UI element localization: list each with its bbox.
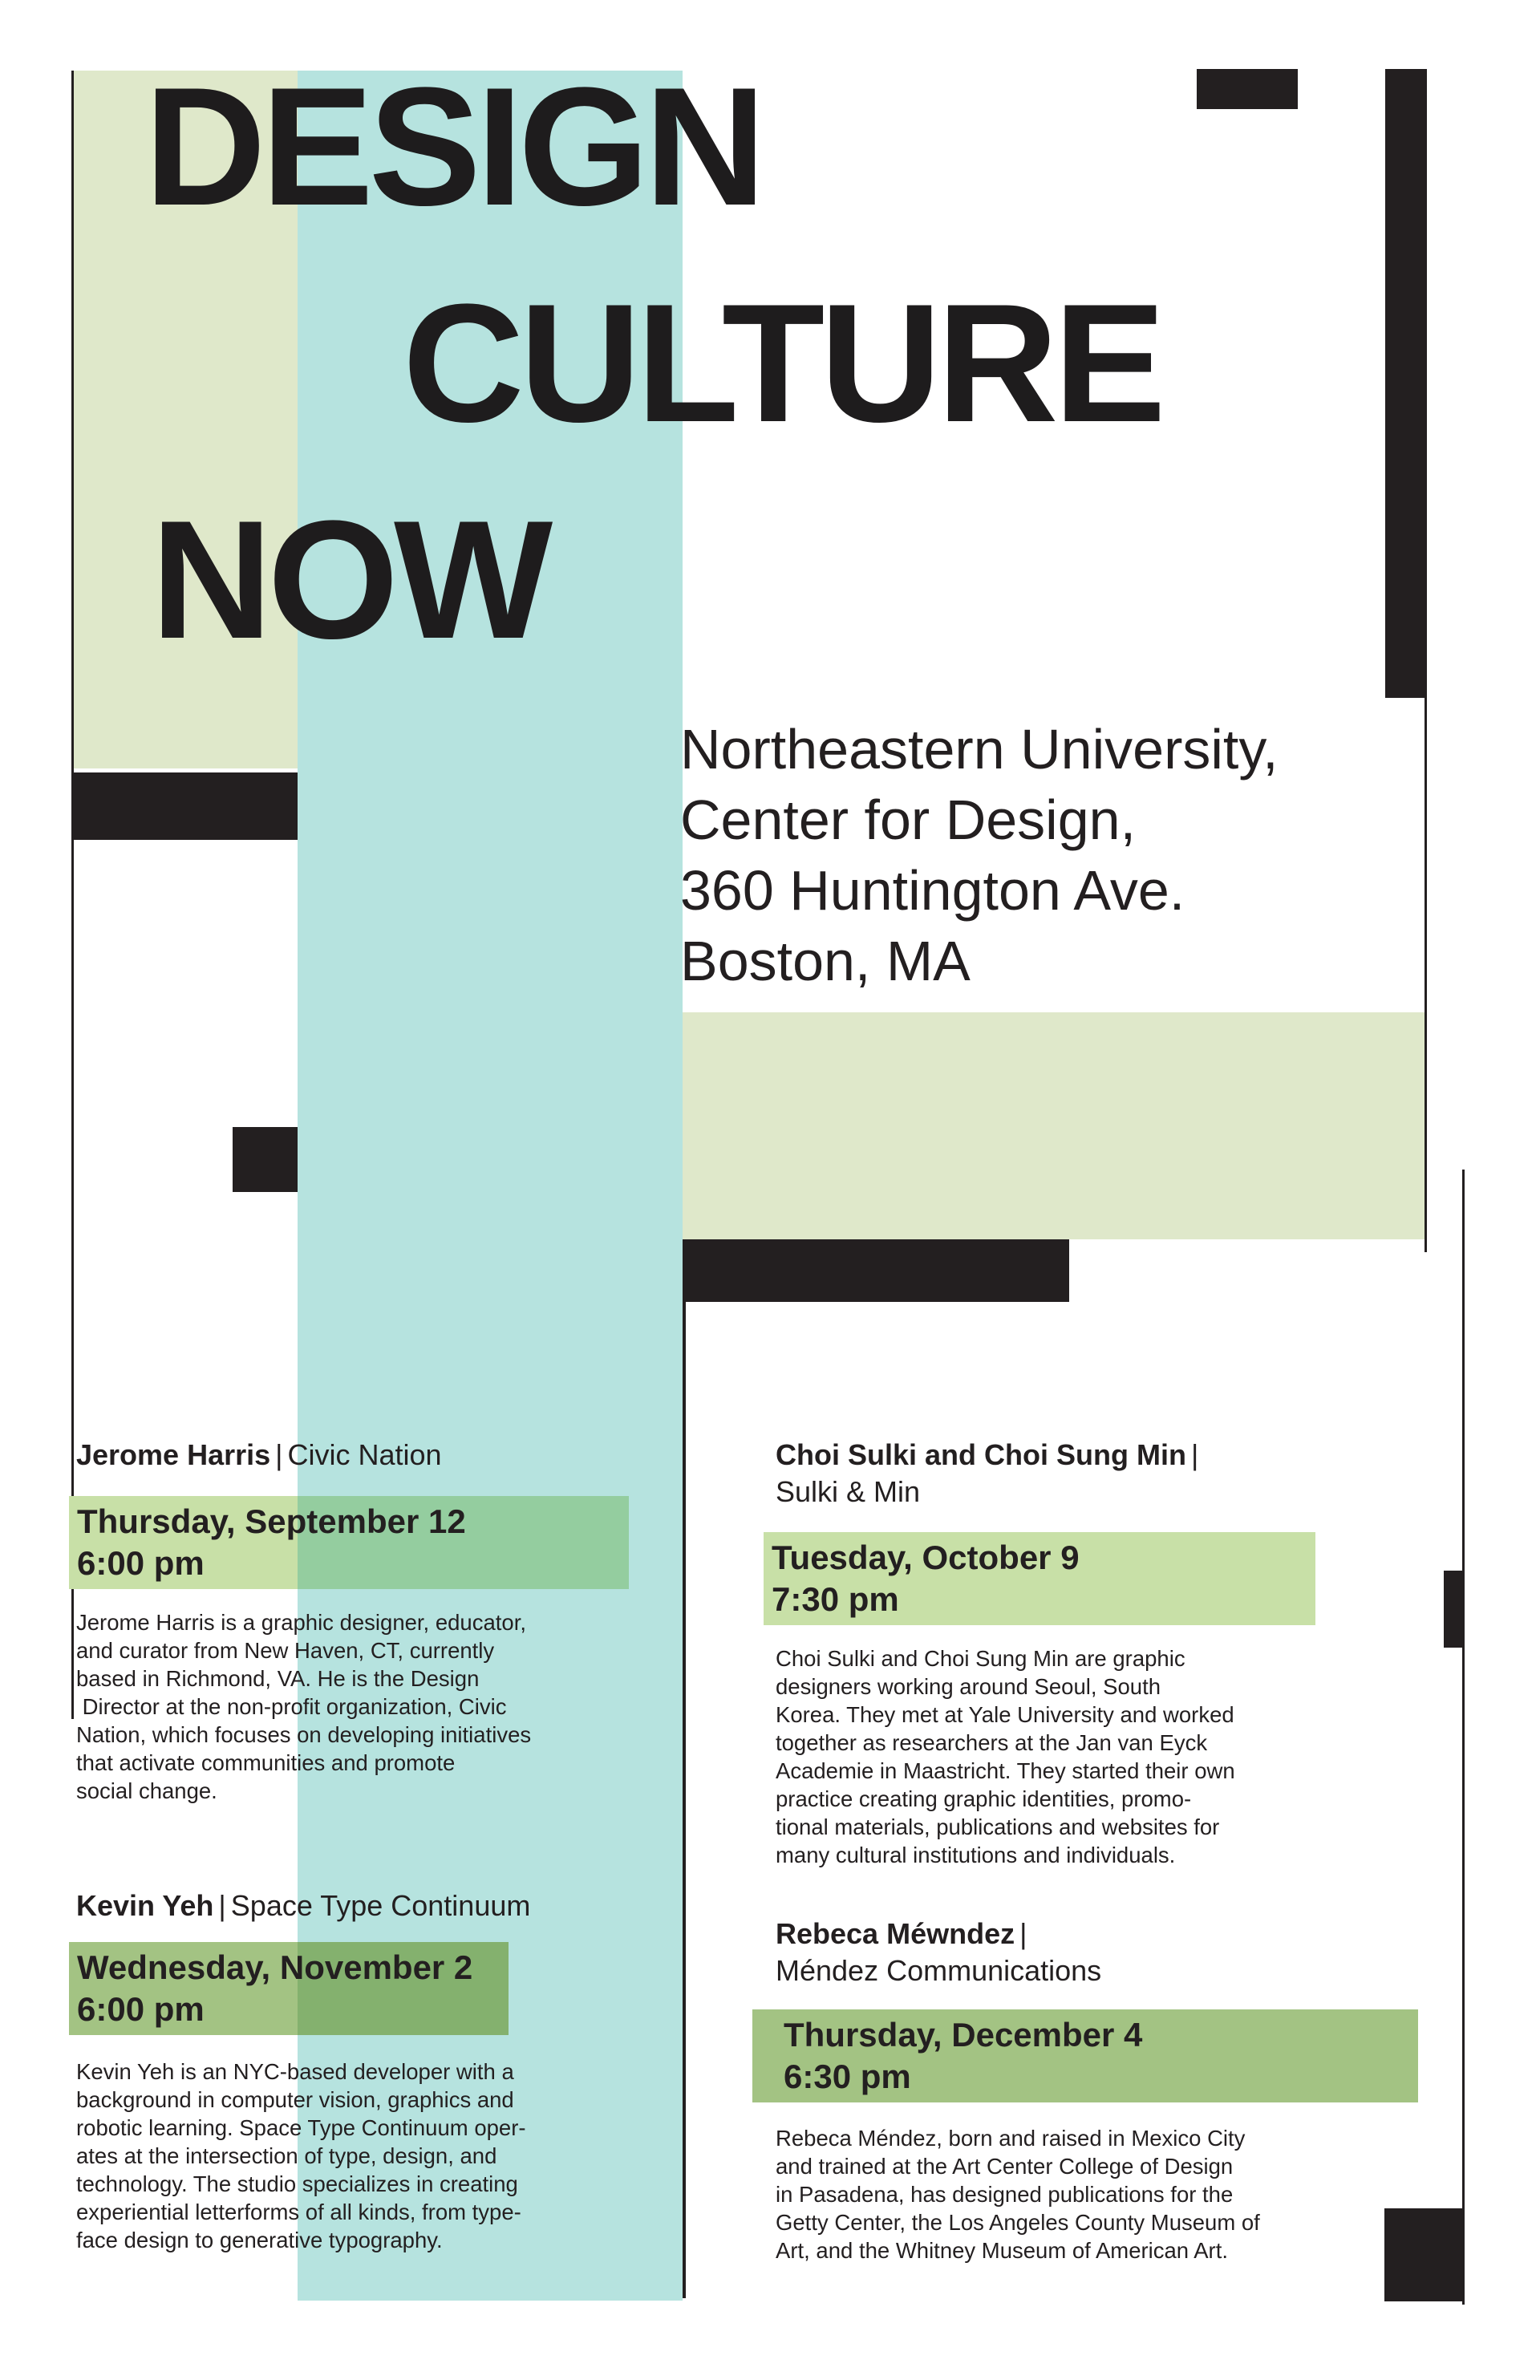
mid-frame-line [683,1239,686,2298]
event-time: 6:00 pm [77,1990,205,2028]
bio-line: Kevin Yeh is an NYC-based developer with a [76,2059,514,2084]
bio-line: Academie in Maastricht. They started their own [776,1758,1235,1783]
speaker-separator: | [218,1889,226,1922]
title-line-culture: CULTURE [403,269,1161,457]
bio-line: Director at the non-profit organization, Civic [76,1694,507,1719]
event-speaker-sulki-min [776,1437,1203,1474]
speaker-separator: | [1019,1917,1027,1950]
bio-line: face design to generative typography. [76,2228,443,2252]
black-bar-top-right [1197,69,1298,109]
black-square-bottom-right [1384,2208,1465,2301]
event-org-line [776,1952,1101,1989]
event-speaker-jerome-harris [76,1437,442,1474]
event-bio [776,1644,1235,1869]
bio-line: social change. [76,1778,217,1803]
venue-address [680,714,1279,996]
bio-line: Art, and the Whitney Museum of American Art. [776,2238,1228,2263]
left-frame-line [71,71,74,1719]
title-line-now: NOW [151,485,549,674]
speaker-org: Space Type Continuum [230,1889,531,1922]
speaker-name: Rebeca Méwndez [776,1917,1015,1950]
black-square-left [233,1127,298,1192]
event-date: Thursday, December 4 [784,2016,1143,2054]
light-green-panel-right [683,1012,1427,1239]
bio-line: Nation, which focuses on developing initiatives [76,1722,532,1747]
black-bar-right-vertical [1385,69,1426,698]
bio-line: designers working around Seoul, South [776,1674,1161,1699]
bio-line: many cultural institutions and individuals. [776,1843,1176,1867]
bio-line: practice creating graphic identities, promo- [776,1786,1192,1811]
venue-line: Boston, MA [680,930,971,992]
right-frame-line [1424,69,1427,1252]
bio-line: Korea. They met at Yale University and worked [776,1702,1234,1727]
black-bar-mid [683,1239,1069,1302]
bio-line: Jerome Harris is a graphic designer, educator, [76,1610,526,1635]
event-speaker-rebeca-mendez [776,1916,1031,1952]
title-line-design: DESIGN [144,52,762,241]
right-edge-line [1462,1170,1465,2305]
event-date: Wednesday, November 2 [77,1948,473,1986]
event-time: 6:00 pm [77,1544,205,1582]
black-tick-right [1444,1571,1465,1648]
event-time: 6:30 pm [784,2058,911,2095]
bio-line: based in Richmond, VA. He is the Design [76,1666,480,1691]
event-bio [76,2058,526,2254]
event-date: Thursday, September 12 [77,1502,466,1540]
event-date-box [69,1942,509,2035]
speaker-org: Civic Nation [287,1438,442,1471]
event-time: 7:30 pm [772,1580,899,1618]
bio-line: and trained at the Art Center College of Design [776,2154,1234,2179]
speaker-name: Choi Sulki and Choi Sung Min [776,1438,1186,1471]
speaker-org: Méndez Communications [776,1954,1102,1987]
speaker-separator: | [275,1438,283,1471]
speaker-separator: | [1190,1438,1199,1471]
bio-line: Rebeca Méndez, born and raised in Mexico City [776,2126,1246,2151]
bio-line: in Pasadena, has designed publications for the [776,2182,1234,2207]
event-date-box [764,1532,1315,1625]
bio-line: Choi Sulki and Choi Sung Min are graphic [776,1646,1185,1671]
venue-line: 360 Huntington Ave. [680,859,1185,922]
speaker-name: Jerome Harris [76,1438,271,1471]
event-bio [76,1608,531,1805]
bio-line: experiential letterforms of all kinds, from type- [76,2200,521,2224]
event-bio [776,2124,1260,2264]
bio-line: Getty Center, the Los Angeles County Museum of [776,2210,1260,2235]
venue-line: Center for Design, [680,789,1137,851]
bio-line: robotic learning. Space Type Continuum oper- [76,2115,526,2140]
event-date-box [69,1496,629,1589]
bio-line: that activate communities and promote [76,1750,456,1775]
bio-line: technology. The studio specializes in creating [76,2171,518,2196]
black-bar-left [71,772,298,840]
bio-line: tional materials, publications and websites for [776,1814,1220,1839]
bio-line: ates at the intersection of type, design, and [76,2143,497,2168]
event-date-box [752,2009,1418,2102]
event-org-line [776,1474,920,1510]
speaker-org: Sulki & Min [776,1475,921,1508]
event-speaker-kevin-yeh [76,1887,530,1924]
bio-line: together as researchers at the Jan van Eyck [776,1730,1208,1755]
bio-line: and curator from New Haven, CT, currently [76,1638,495,1663]
event-date: Tuesday, October 9 [772,1539,1080,1576]
venue-line: Northeastern University, [680,718,1279,780]
speaker-name: Kevin Yeh [76,1889,214,1922]
bio-line: background in computer vision, graphics and [76,2087,514,2112]
